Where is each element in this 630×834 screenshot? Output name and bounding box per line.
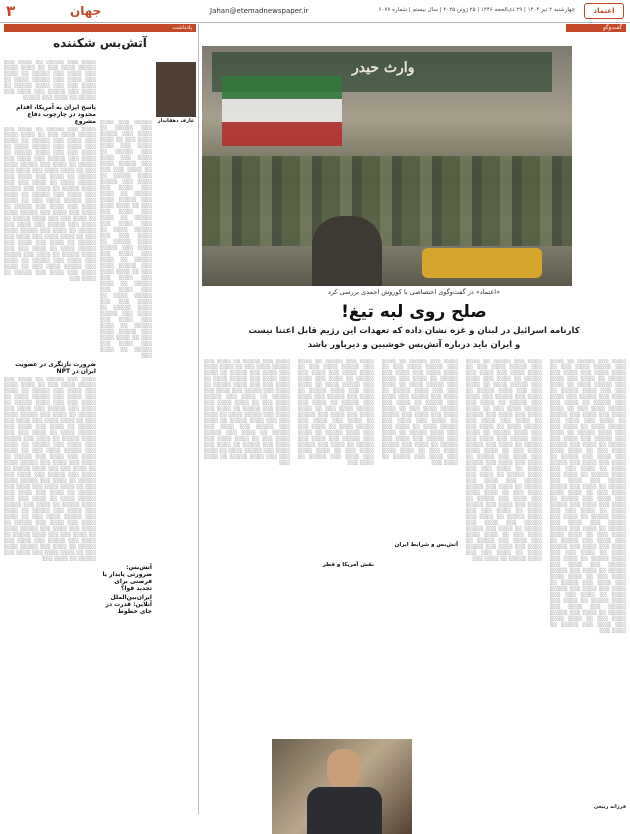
deck-line-2: و ایران باید درباره آتش‌بس خوشبین و دیرباور باشد bbox=[307, 340, 521, 350]
opinion-title: آتش‌بس شکننده bbox=[53, 36, 147, 50]
flag-mural bbox=[222, 76, 342, 146]
opinion-subhead-4: ایران‌بین‌الملل آنلاین: قدرت در جای خطوط bbox=[105, 594, 152, 615]
street-mural-photo bbox=[202, 46, 572, 286]
opinion-body-text: ░░░░ ░░░ ░░░░░ ░░ ░░░░ ░░░ ░░░░░ ░░░░ ░░░ ░░ ░░░░ ░░░░ ░░░ ░░░░ ░░░ ░░░░░ ░░ ░░░░ ░░░ ░░░░ ░░░ ░░░░░ ░░░░ ░░ ░░░░ ░░░ ░░░ ░░░░ ░░░░░ ░░ ░░░░ ░░░ ░░░░░ ░░░ ░░░░ ░░░ ░░░░░ ░░ ░░░░ ░░░ ░░░░░ ░░░░ ░░░ ░░ ░░░░ ░░░░ ░░░ ░░░░ ░░░ ░░░░░ ░░ ░░░░ ░░░ ░░░░ ░░░ ░░░░░ ░░░░ ░░ ░░░░ ░░░ ░░░ ░░░░ ░░░░░ ░░ ░░░░ ░░░ ░░░░░ ░░░ ░░░░ ░░░ ░░░░░ ░░ ░░░░ ░░░ ░░░░░ ░░░░ ░░░ ░░ ░░░░ ░░░░ ░░░ ░░░░ ░░░ ░░░░░ ░░ ░░░░ ░░░ ░░░░ ░░░ ░░░░░ ░░░░ ░░ ░░░░ ░░░ ░░░ ░░░░ ░░░░░ ░░ ░░░░ ░░░ ░░░░░ ░░░ ░░░░ ░░░ ░░░░░ ░░ ░░░░ ░░░ ░░░░░ ░░░░ ░░░ ░░ ░░░░ ░░░░ ░░░ ░░░░ ░░░ ░░░░░ ░░ ░░░░ ░░░ ░░░░ ░░░ ░░░░░ ░░░░ ░░ ░░░░ ░░░ ░░░ ░░░░ ░░░░░ ░░ ░░░░ ░░░ ░░░░░ ░░░ ░░░░ ░░░ ░░░░░ ░░ ░░░░ ░░░ ░░░░░ ░░░░ ░░░ ░░ ░░░░ ░░░░ ░░░ ░░░░ ░░░ ░░░░░ ░░ ░░░░ ░░░ bbox=[4, 127, 96, 282]
body-text: ░░░░ ░░░ ░░░░░ ░░ ░░░░ ░░░ ░░░░░ ░░░░ ░░░ ░░ ░░░░ ░░░░ ░░░ ░░░░ ░░░ ░░░░░ ░░ ░░░░ ░░░ ░░░░ ░░░ ░░░░░ ░░░░ ░░ ░░░░ ░░░ ░░░ ░░░░ ░░░░░ ░░ ░░░░ ░░░ ░░░░░ ░░░ ░░░░ ░░░ ░░░░░ ░░ ░░░░ ░░░ ░░░░░ ░░░░ ░░░ ░░ ░░░░ ░░░░ ░░░ ░░░░ ░░░ ░░░░░ ░░ ░░░░ ░░░ ░░░░ ░░░ ░░░░░ ░░░░ ░░ ░░░░ ░░░ ░░░ ░░░░ ░░░░░ ░░ ░░░░ ░░░ ░░░░░ ░░░ ░░░░ ░░░ ░░░░░ ░░ ░░░░ ░░░ ░░░░░ ░░░░ ░░░ ░░ ░░░░ ░░░░ ░░░ ░░░░ ░░░ ░░░░░ ░░ ░░░░ ░░░ ░░░░ ░░░ ░░░░░ ░░░░ ░░ ░░░░ ░░░ ░░░ ░░░░ ░░░░░ ░░ ░░░░ ░░░ ░░░░░ ░░░ ░░░░ ░░░ ░░░░░ ░░ ░░░░ ░░░ ░░░░░ ░░░░ ░░░ ░░ ░░░░ ░░░░ ░░░ ░░░░ ░░░ ░░░░░ ░░ ░░░░ ░░░ ░░░░ ░░░ ░░░░░ ░░░░ ░░ ░░░░ ░░░ ░░░ ░░░░ ░░░░░ ░░ ░░░░ ░░░ ░░░░░ ░░░ ░░░░ ░░░ ░░░░░ ░░ ░░░░ ░░░ ░░░░░ ░░░░ ░░░ ░░ ░░░░ ░░░░ ░░░ ░░░░ ░░░ ░░░░░ ░░ ░░░░ ░░░ ░░░░ ░░░ ░░░░░ ░░░░ ░░ ░░░░ ░░░ ░░░ ░░░░ ░░░░░ ░░ ░░░░ ░░░ ░░░░░ ░░░ ░░░░ ░░░ ░░░░░ ░░ ░░░░ ░░░ ░░░░░ ░░░░ ░░░ ░░ ░░░░ ░░░░ ░░░ ░░░░ ░░░ ░░░░░ ░░ ░░░░ ░░░ ░░░░ ░░░ ░░░░░ ░░░░ ░░ ░░░░ ░░░ ░░░ ░░░░ ░░░░░ ░░ ░░░░ ░░░ ░░░░░ ░░░ ░░░░ ░░░ ░░░░░ ░░ ░░░░ ░░░ ░░░░░ ░░░░ ░░░ ░░ ░░░░ ░░░░ ░░░ ░░░░ ░░░ ░░░░░ ░░ ░░░░ ░░░ bbox=[550, 359, 626, 634]
interviewer-credit: فرزانه ربیعی bbox=[593, 804, 626, 810]
section-title: جهان bbox=[70, 4, 102, 18]
page-number: ۳ bbox=[6, 2, 16, 20]
opinion-body bbox=[4, 60, 196, 814]
opinion-subhead-1: پاسخ ایران به آمریکا، اقدام محدود در چارچوب دفاع مشروع bbox=[16, 104, 96, 125]
kicker-band bbox=[566, 24, 626, 32]
feature-body bbox=[202, 359, 626, 809]
headline: صلح روی لبه تیغ! bbox=[341, 302, 487, 322]
body-text: ░░░░ ░░░ ░░░░░ ░░ ░░░░ ░░░ ░░░░░ ░░░░ ░░░ ░░ ░░░░ ░░░░ ░░░ ░░░░ ░░░ ░░░░░ ░░ ░░░░ ░░░ ░░░░ ░░░ ░░░░░ ░░░░ ░░ ░░░░ ░░░ ░░░ ░░░░ ░░░░░ ░░ ░░░░ ░░░ ░░░░░ ░░░ ░░░░ ░░░ ░░░░░ ░░ ░░░░ ░░░ ░░░░░ ░░░░ ░░░ ░░ ░░░░ ░░░░ ░░░ ░░░░ ░░░ ░░░░░ ░░ ░░░░ ░░░ ░░░░ ░░░ ░░░░░ ░░░░ ░░ ░░░░ ░░░ ░░░ ░░░░ ░░░░░ ░░ ░░░░ ░░░ ░░░░░ ░░░ ░░░░ ░░░ ░░░░░ ░░ ░░░░ ░░░ ░░░░░ ░░░░ ░░░ ░░ ░░░░ ░░░░ ░░░ ░░░░ ░░░ ░░░░░ ░░ ░░░░ ░░░ ░░░░ ░░░ ░░░░░ ░░░░ ░░ ░░░░ ░░░ ░░░ ░░░░ ░░░░░ ░░ ░░░░ ░░░ bbox=[204, 359, 290, 466]
column-divider bbox=[198, 24, 199, 814]
opinion-column bbox=[4, 24, 196, 814]
opinion-text-col-2 bbox=[4, 60, 96, 757]
crowd-mural bbox=[202, 156, 572, 246]
body-text: ░░░░ ░░░ ░░░░░ ░░ ░░░░ ░░░ ░░░░░ ░░░░ ░░░ ░░ ░░░░ ░░░░ ░░░ ░░░░ ░░░ ░░░░░ ░░ ░░░░ ░░░ ░░░░ ░░░ ░░░░░ ░░░░ ░░ ░░░░ ░░░ ░░░ ░░░░ ░░░░░ ░░ ░░░░ ░░░ ░░░░░ ░░░ ░░░░ ░░░ ░░░░░ ░░ ░░░░ ░░░ ░░░░░ ░░░░ ░░░ ░░ ░░░░ ░░░░ ░░░ ░░░░ ░░░ ░░░░░ ░░ ░░░░ ░░░ ░░░░ ░░░ ░░░░░ ░░░░ ░░ ░░░░ ░░░ ░░░ ░░░░ ░░░░░ ░░ ░░░░ ░░░ ░░░░░ ░░░ ░░░░ ░░░ ░░░░░ ░░ ░░░░ ░░░ ░░░░░ ░░░░ ░░░ ░░ ░░░░ ░░░░ ░░░ ░░░░ ░░░ ░░░░░ ░░ ░░░░ ░░░ ░░░░ ░░░ ░░░░░ ░░░░ ░░ ░░░░ ░░░ ░░░ ░░░░ ░░░░░ ░░ ░░░░ ░░░ ░░░░░ ░░░ ░░░░ ░░░ ░░░░░ ░░ ░░░░ ░░░ ░░░░░ ░░░░ ░░░ ░░ ░░░░ ░░░░ ░░░ ░░░░ ░░░ ░░░░░ ░░ ░░░░ ░░░ ░░░░ ░░░ ░░░░░ ░░░░ ░░ ░░░░ ░░░ ░░░ ░░░░ ░░░░░ ░░ ░░░░ ░░░ ░░░░░ ░░░ ░░░░ ░░░ ░░░░░ ░░ ░░░░ ░░░ ░░░░░ ░░░░ ░░░ ░░ ░░░░ ░░░░ ░░░ ░░░░ ░░░ ░░░░░ ░░ ░░░░ ░░░ ░░░░ ░░░ ░░░░░ ░░░░ ░░ ░░░░ ░░░ ░░░ ░░░░ ░░░░░ ░░ ░░░░ ░░░ bbox=[466, 359, 542, 562]
kicker-label: گفت‌وگو bbox=[603, 25, 622, 31]
opinion-text-col-1 bbox=[100, 120, 152, 594]
pedestrian bbox=[312, 216, 382, 286]
opinion-band-label: یادداشت bbox=[172, 25, 192, 31]
body-subhead-2: نقش آمریکا و قطر bbox=[322, 562, 374, 568]
body-text: ░░░░ ░░░ ░░░░░ ░░ ░░░░ ░░░ ░░░░░ ░░░░ ░░░ ░░ ░░░░ ░░░░ ░░░ ░░░░ ░░░ ░░░░░ ░░ ░░░░ ░░░ ░░░░ ░░░ ░░░░░ ░░░░ ░░ ░░░░ ░░░ ░░░ ░░░░ ░░░░░ ░░ ░░░░ ░░░ ░░░░░ ░░░ ░░░░ ░░░ ░░░░░ ░░ ░░░░ ░░░ ░░░░░ ░░░░ ░░░ ░░ ░░░░ ░░░░ ░░░ ░░░░ ░░░ ░░░░░ ░░ ░░░░ ░░░ ░░░░ ░░░ ░░░░░ ░░░░ ░░ ░░░░ ░░░ ░░░ ░░░░ ░░░░░ ░░ ░░░░ ░░░ ░░░░░ ░░░ ░░░░ ░░░ ░░░░░ ░░ ░░░░ ░░░ ░░░░░ ░░░░ ░░░ ░░ ░░░░ ░░░░ ░░░ ░░░░ ░░░ ░░░░░ ░░ ░░░░ ░░░ bbox=[298, 359, 374, 466]
opinion-text-col-1b bbox=[100, 590, 152, 617]
feature-interview bbox=[202, 24, 626, 814]
author-name: عارف دهقاندار bbox=[157, 118, 195, 124]
opinion-band bbox=[4, 24, 196, 32]
mural-banner-text: وارث حیدر bbox=[352, 60, 415, 76]
section-email[interactable]: Jahan@etemadnewspaper.ir bbox=[210, 7, 309, 15]
opinion-body-text: ░░░░ ░░░ ░░░░░ ░░ ░░░░ ░░░ ░░░░░ ░░░░ ░░░ ░░ ░░░░ ░░░░ ░░░ ░░░░ ░░░ ░░░░░ ░░ ░░░░ ░░░ ░░░░ ░░░ ░░░░░ ░░░░ ░░ ░░░░ ░░░ ░░░ ░░░░ ░░░░░ ░░ ░░░░ ░░░ ░░░░░ ░░░ ░░░░ ░░░ ░░░░░ ░░ ░░░░ ░░░ ░░░░░ bbox=[4, 60, 96, 100]
photo-caption: «اعتماد» در گفت‌وگوی اختصاصی با کوروش احمدی بررسی کرد bbox=[327, 288, 501, 296]
opinion-subhead-2: آتش‌بس: ضرورتی پایدار یا فرصتی برای تجدید قوا؟ bbox=[102, 564, 152, 592]
taxi bbox=[422, 248, 542, 278]
newspaper-logo: اعتماد bbox=[584, 3, 624, 19]
portrait-face bbox=[327, 749, 361, 789]
deck-line-1: کارنامه اسرائیل در لبنان و غزه نشان داده که تعهدات این رژیم قابل اعتنا نیست bbox=[248, 326, 580, 336]
body-column-1 bbox=[550, 359, 626, 809]
body-column-2 bbox=[466, 359, 542, 809]
opinion-body-text: ░░░░░ ░░░ ░░░░ ░░░ ░░░░░ ░░ ░░░░ ░░░ ░░░░░ ░░░░ ░░░ ░░ ░░░░ ░░░░ ░░░ ░░░░ ░░░ ░░░░░ ░░ ░░░░ ░░░ ░░░░ ░░░ ░░░░░ ░░░░ ░░ ░░░░ ░░░ ░░░ ░░░░ ░░░░░ ░░ ░░░░ ░░░ ░░░░░ ░░░ ░░░░ ░░░ ░░░░░ ░░ ░░░░ ░░░ ░░░░░ ░░░░ ░░░ ░░ ░░░░ ░░░░ ░░░ ░░░░ ░░░ ░░░░░ ░░ ░░░░ ░░░ ░░░░ ░░░ ░░░░░ ░░░░ ░░ ░░░░ ░░░ ░░░ ░░░░ ░░░░░ ░░ ░░░░ ░░░ ░░░░░ ░░░ ░░░░ ░░░ ░░░░░ ░░ ░░░░ ░░░ ░░░░░ ░░░░ ░░░ ░░ ░░░░ ░░░░ ░░░ ░░░░ ░░░ ░░░░░ ░░ ░░░░ ░░░ ░░░░ ░░░ ░░░░░ ░░░░ ░░ ░░░░ ░░░ ░░░ ░░░░ ░░░░░ ░░ ░░░░ ░░░ ░░░░░ ░░░ ░░░░ ░░░ ░░░░░ ░░ ░░░░ ░░░ ░░░░░ ░░░░ ░░░ ░░ ░░░░ ░░░░ ░░░ ░░░░ ░░░ ░░░░░ ░░ ░░░░ ░░░ bbox=[100, 120, 152, 359]
opinion-body-text: ░░░░ ░░░ ░░░░░ ░░ ░░░░ ░░░ ░░░░░ ░░░░ ░░░ ░░ ░░░░ ░░░░ ░░░ ░░░░ ░░░ ░░░░░ ░░ ░░░░ ░░░ ░░░░ ░░░ ░░░░░ ░░░░ ░░ ░░░░ ░░░ ░░░ ░░░░ ░░░░░ ░░ ░░░░ ░░░ ░░░░░ ░░░ ░░░░ ░░░ ░░░░░ ░░ ░░░░ ░░░ ░░░░░ ░░░░ ░░░ ░░ ░░░░ ░░░░ ░░░ ░░░░ ░░░ ░░░░░ ░░ ░░░░ ░░░ ░░░░ ░░░ ░░░░░ ░░░░ ░░ ░░░░ ░░░ ░░░ ░░░░ ░░░░░ ░░ ░░░░ ░░░ ░░░░░ ░░░ ░░░░ ░░░ ░░░░░ ░░ ░░░░ ░░░ ░░░░░ ░░░░ ░░░ ░░ ░░░░ ░░░░ ░░░ ░░░░ ░░░ ░░░░░ ░░ ░░░░ ░░░ ░░░░ ░░░ ░░░░░ ░░░░ ░░ ░░░░ ░░░ ░░░ ░░░░ ░░░░░ ░░ ░░░░ ░░░ ░░░░░ ░░░ ░░░░ ░░░ ░░░░░ ░░ ░░░░ ░░░ ░░░░░ ░░░░ ░░░ ░░ ░░░░ ░░░░ ░░░ ░░░░ ░░░ ░░░░░ ░░ ░░░░ ░░░ ░░░░ ░░░ ░░░░░ ░░░░ ░░ ░░░░ ░░░ ░░░ ░░░░ ░░░░░ ░░ ░░░░ ░░░ ░░░░░ ░░░ ░░░░ ░░░ ░░░░░ ░░ ░░░░ ░░░ ░░░░░ ░░░░ ░░░ ░░ ░░░░ ░░░░ ░░░ ░░░░ ░░░ ░░░░░ ░░ ░░░░ ░░░ ░░░░ ░░░ ░░░░░ ░░░░ ░░ ░░░░ ░░░ ░░░ ░░░░ ░░░░░ ░░ ░░░░ ░░░ ░░░░░ ░░░ ░░░░ ░░░ ░░░░░ ░░ ░░░░ ░░░ ░░░░░ ░░░░ ░░░ ░░ ░░░░ ░░░░ ░░░ ░░░░ ░░░ ░░░░░ ░░ ░░░░ ░░░ bbox=[4, 377, 96, 562]
dateline: چهارشنبه ۲ تیر ۱۴۰۴ | ۲۹ ذی‌الحجه ۱۴۴۶ | ۲۵ ژوئن ۲۰۲۵ | سال بیستم | شماره ۶۰۷۷ bbox=[378, 7, 575, 13]
header-bar bbox=[0, 0, 630, 23]
body-text: ░░░░ ░░░ ░░░░░ ░░ ░░░░ ░░░ ░░░░░ ░░░░ ░░░ ░░ ░░░░ ░░░░ ░░░ ░░░░ ░░░ ░░░░░ ░░ ░░░░ ░░░ ░░░░ ░░░ ░░░░░ ░░░░ ░░ ░░░░ ░░░ ░░░ ░░░░ ░░░░░ ░░ ░░░░ ░░░ ░░░░░ ░░░ ░░░░ ░░░ ░░░░░ ░░ ░░░░ ░░░ ░░░░░ ░░░░ ░░░ ░░ ░░░░ ░░░░ ░░░ ░░░░ ░░░ ░░░░░ ░░ ░░░░ ░░░ ░░░░ ░░░ ░░░░░ ░░░░ ░░ ░░░░ ░░░ ░░░ ░░░░ ░░░░░ ░░ ░░░░ ░░░ ░░░░░ ░░░ ░░░░ ░░░ ░░░░░ ░░ ░░░░ ░░░ ░░░░░ ░░░░ ░░░ ░░ ░░░░ ░░░░ ░░░ ░░░░ ░░░ ░░░░░ ░░ ░░░░ ░░░ bbox=[382, 359, 458, 466]
opinion-subhead-3: ضرورت بازنگری در عضویت ایران در NPT bbox=[15, 361, 96, 375]
body-subhead-1: آتش‌بس و شرایط ایران bbox=[394, 542, 458, 548]
portrait-suit bbox=[307, 787, 382, 834]
